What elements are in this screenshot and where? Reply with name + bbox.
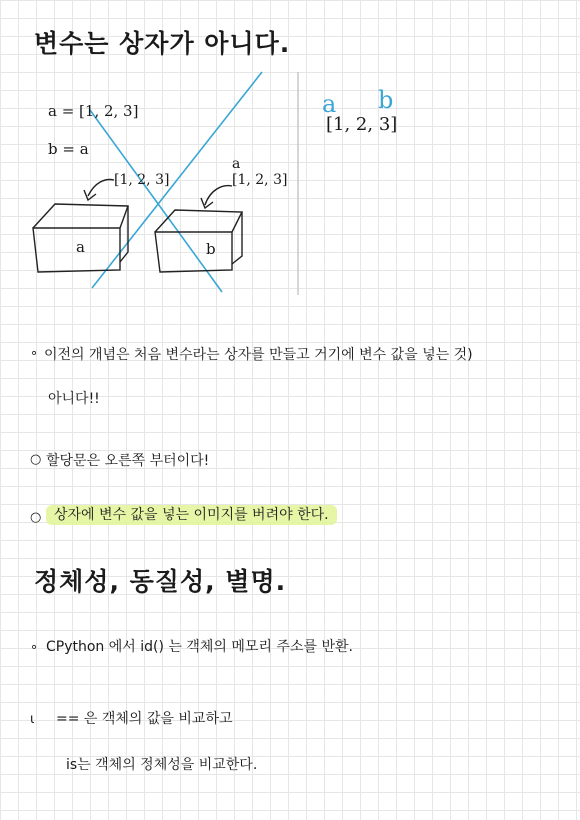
note-line-1: 이전의 개념은 처음 변수라는 상자를 만들고 거기에 변수 값을 넣는 것) [44, 347, 473, 363]
list-right: [1, 2, 3] [232, 172, 288, 188]
box-b-label: b [206, 240, 216, 258]
right-label-a: a [322, 90, 337, 118]
code-line-2: b = a [48, 140, 89, 158]
section2-line-2: == 은 객체의 값을 비교하고 [56, 711, 233, 727]
bullet-dot-4: ∘ [30, 640, 39, 655]
note-line-2: 아니다!! [48, 391, 100, 407]
list-left: [1, 2, 3] [114, 172, 170, 188]
label-a-small: a [232, 156, 241, 172]
bullet-dot-3: ○ [30, 510, 42, 525]
right-list: [1, 2, 3] [326, 114, 398, 135]
bullet-dot-2: ○ [30, 452, 42, 467]
section2-line-1: CPython 에서 id() 는 객체의 메모리 주소를 반환. [46, 639, 353, 655]
page-title: 변수는 상자가 아니다. [34, 29, 291, 58]
bullet-dot-5: ι [30, 712, 35, 727]
bullet-dot-1: ∘ [30, 346, 39, 361]
highlighted-note: 상자에 변수 값을 넣는 이미지를 버려야 한다. [46, 505, 337, 525]
section2-line-3: is는 객체의 정체성을 비교한다. [66, 757, 258, 773]
note-line-3: 할당문은 오른쪽 부터이다! [46, 453, 210, 469]
box-a-drawing [33, 180, 128, 272]
box-a-label: a [76, 238, 85, 256]
code-line-1: a = [1, 2, 3] [48, 102, 139, 120]
note-line-4 [46, 504, 337, 524]
right-label-b: b [378, 86, 394, 114]
section2-title: 정체성, 동질성, 별명. [34, 567, 287, 596]
